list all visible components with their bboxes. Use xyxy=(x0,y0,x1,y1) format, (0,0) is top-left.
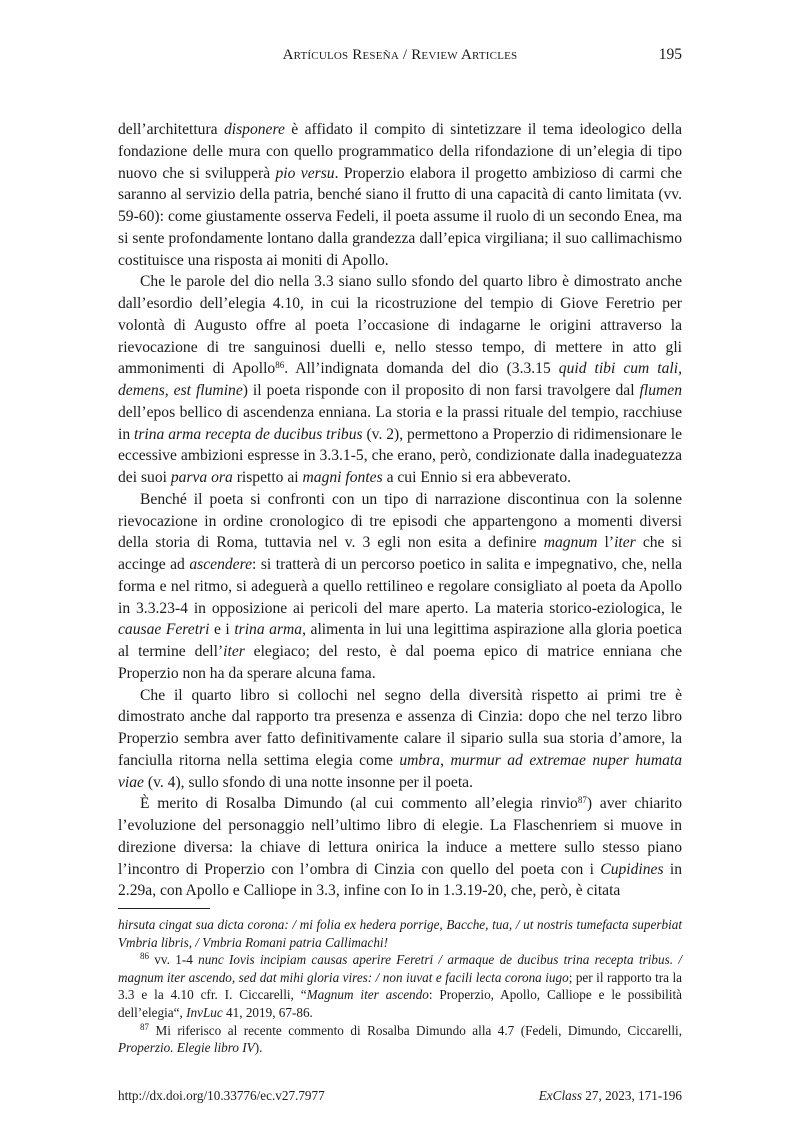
italic-text: disponere xyxy=(223,121,285,138)
text-run: . Properzio elabora il progetto ambizioso di carmi che saranno al servizio della patria, benché siano il frutto di una capacità di canto limitata (vv. 59-60): come giustamente osserva Fedeli, il poeta assume il ruolo di un secondo Enea, ma si sente profondamente lontano dalla grandezza dall’epica virgiliana; il suo callimachismo costituisce una risposta ai moniti di Apollo. xyxy=(118,164,683,269)
footnote-reference: 86 xyxy=(140,951,149,962)
text-run: e i xyxy=(209,621,235,639)
journal-name: ExClass xyxy=(538,1088,582,1103)
italic-text: quid tibi cum tali, demens, est flumine xyxy=(118,360,682,399)
paragraph xyxy=(118,119,682,271)
text-run: 41, 2019, 67-86. xyxy=(222,1004,313,1020)
text-run: ) aver chiarito l’evoluzione del personaggio nell’ultimo libro di elegie. La Flaschenriem si muove in direzione diversa: la chiave di lettura onirica la induce a mettere sullo stesso piano l’incontro di Properzio con l’ombra di Cinzia con quello del poeta con i xyxy=(118,795,682,878)
footnotes xyxy=(118,916,682,1088)
paragraph xyxy=(118,685,682,794)
page-number: 195 xyxy=(658,46,682,63)
footnote xyxy=(118,916,682,951)
italic-text: Cupidines xyxy=(600,860,664,878)
text-run: Che le parole del dio nella 3.3 siano sullo sfondo del quarto libro è dimostrato anche dall’esordio dell’elegia 4.10, in cui la ricostruzione del tempio di Giove Feretrio per volontà di Augusto offre al poeta l’occasione di indagarne le origini attraverso la rievocazione di tre sanguinosi duelli e, nello stesso tempo, di mettere in atto gli ammonimenti di Apollo xyxy=(118,273,682,378)
text-run: , alimenta in lui una legittima aspirazione alla gloria poetica al termine dell’ xyxy=(118,621,682,660)
italic-text: flumen xyxy=(639,382,682,399)
italic-text: ascendere xyxy=(189,556,252,573)
text-run: : Properzio, Apollo, Calliope e le possibilità dell’elegia“, xyxy=(118,987,683,1020)
text-run: ; per il rapporto tra la 3.3 e la 4.10 cfr. I. Ciccarelli, “ xyxy=(118,969,682,1003)
text-run: rispetto ai xyxy=(232,469,303,486)
main-text xyxy=(118,119,682,902)
text-run: l’ xyxy=(597,534,615,552)
text-run: . All’indignata domanda del dio (3.3.15 xyxy=(284,360,559,378)
text-run: : si tratterà di un percorso poetico in salita e impegnativo, che, nella forma e nel ritmo, si adeguerà a quello rettilineo e regolare consigliato al poeta da Apollo in 3.3.23-4 in opposizione ai pericoli del mare aperto. La materia storico-eziologica, le xyxy=(118,556,682,617)
italic-text: pio versu xyxy=(275,164,335,182)
journal-citation xyxy=(539,1088,682,1104)
page-footer xyxy=(118,1088,682,1106)
italic-text: InvLuc xyxy=(186,1004,223,1020)
italic-text: causae Feretri xyxy=(118,621,210,639)
footnote-reference: 86 xyxy=(275,360,285,371)
text-run: ) il poeta risponde con il proposito di non farsi travolgere dal xyxy=(242,382,640,399)
footnote-divider xyxy=(118,908,210,909)
text-run: Che il quarto libro si collochi nel segno della diversità rispetto ai primi tre è dimostrato anche dal rapporto tra presenza e assenza di Cinzia: dopo che nel terzo libro Properzio sembra aver fatto definitivamente calare il sipario sulla sua storia d’amore, la fanciulla ritorna nella settima elegia come xyxy=(118,686,682,769)
italic-text: iter xyxy=(223,643,245,660)
italic-text: trina arma recepta de ducibus tribus xyxy=(134,425,363,443)
italic-text: iter xyxy=(614,534,636,552)
italic-text: trina arma xyxy=(234,621,303,639)
text-run: Mi riferisco al recente commento di Rosalba Dimundo alla 4.7 (Fedeli, Dimundo, Ciccarelli, xyxy=(149,1022,682,1038)
italic-text: nunc Iovis incipiam causas aperire Feretri / armaque de ducibus trina recepta tribus. / magnum iter ascendo, sed dat mihi gloria vires: / non iuvat e facili lecta corona iugo xyxy=(118,952,682,985)
italic-text: Properzio. Elegie libro IV xyxy=(118,1040,255,1056)
text-run: dell’architettura xyxy=(118,121,224,138)
footnote-reference: 87 xyxy=(577,795,587,806)
italic-text: Magnum iter ascendo xyxy=(306,987,429,1003)
text-run: ). xyxy=(254,1040,263,1056)
text-run: Benché il poeta si confronti con un tipo di narrazione discontinua con la solenne rievocazione in ordine cronologico di tre episodi che appartengono a momenti diversi della storia di Roma, tuttavia nel v. 3 egli non esita a definire xyxy=(118,490,682,552)
italic-text: parva ora xyxy=(170,469,233,486)
running-title: Artículos Reseña / Review Articles xyxy=(282,47,518,63)
text-run: che si accinge ad xyxy=(118,534,682,573)
text-run: (v. 4), sullo sfondo di una notte insonne per il poeta. xyxy=(143,773,473,791)
paragraph xyxy=(118,271,682,489)
italic-text: hirsuta cingat sua dicta corona: / mi folia ex hedera porrige, Bacche, tua, / ut nostris tumefacta superbiat Vmbria libris, / Vmbria Romani patria Callimachi! xyxy=(118,917,682,950)
text-run: a cui Ennio si era abbeverato. xyxy=(382,469,572,486)
text-run: vv. 1-4 xyxy=(149,952,199,968)
italic-text: magnum xyxy=(543,534,598,552)
text-run: dell’epos bellico di ascendenza enniana. La storia e la prassi rituale del tempio, racchiuse in xyxy=(118,403,682,443)
text-run: elegiaco; del resto, è dal poema epico di matrice enniana che Properzio non ha da sperare alcuna fama. xyxy=(118,643,682,682)
text-run: È merito di Rosalba Dimundo (al cui commento all’elegia rinvio xyxy=(140,795,578,813)
doi-link[interactable]: http://dx.doi.org/10.33776/ec.v27.7977 xyxy=(118,1088,325,1103)
page-content xyxy=(118,0,682,1146)
footnote-reference: 87 xyxy=(140,1021,149,1032)
text-run: , xyxy=(440,751,451,769)
text-run: (v. 2), permettono a Properzio di ridimensionare le eccessive ambizioni espresse in 3.3.1-5, che erano, però, condizionate dalla inadeguatezza dei suoi xyxy=(118,425,683,486)
text-run: è affidato il compito di sintetizzare il tema ideologico della fondazione delle mura con quello programmatico della rifondazione di un’elegia di tipo nuovo che si svilupperà xyxy=(118,121,682,182)
italic-text: magni fontes xyxy=(302,469,383,486)
paragraph xyxy=(118,489,682,685)
footnote xyxy=(118,951,682,1021)
italic-text: umbra xyxy=(399,751,441,769)
footnote xyxy=(118,1022,682,1057)
citation-details: 27, 2023, 171-196 xyxy=(581,1088,682,1103)
italic-text: murmur ad extremae nuper humata viae xyxy=(118,751,683,791)
paragraph xyxy=(118,793,682,902)
text-run: in 2.29a, con Apollo e Calliope in 3.3, infine con Io in 1.3.19-20, che, però, è citata xyxy=(118,860,682,900)
